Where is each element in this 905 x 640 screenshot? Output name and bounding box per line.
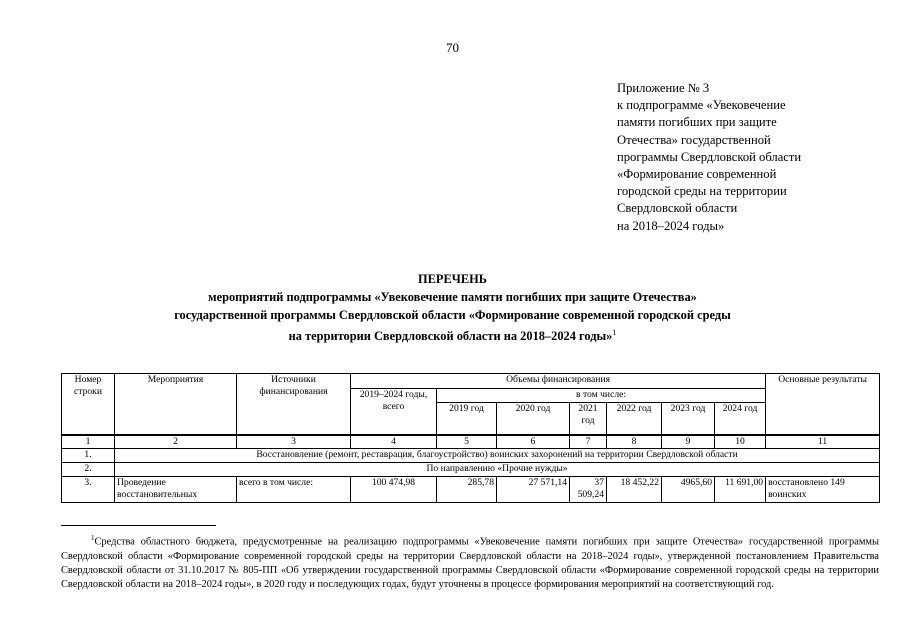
header-year: 2020 год	[497, 403, 570, 435]
title-line: государственной программы Свердловской области «Формирование современной городской среды	[174, 308, 731, 322]
header-year: 2023 год	[662, 403, 715, 435]
header-year: 2019 год	[437, 403, 497, 435]
header-activities: Мероприятия	[115, 374, 237, 435]
column-number: 5	[437, 435, 497, 449]
result-cell: восстановлено 149 воинских	[766, 477, 880, 503]
document-title	[0, 270, 905, 345]
header-year: 2022 год	[607, 403, 662, 435]
column-number: 4	[351, 435, 437, 449]
column-number: 3	[237, 435, 351, 449]
footnote-mark: 1	[91, 534, 95, 542]
source-cell: всего в том числе:	[237, 477, 351, 503]
section-title: Восстановление (ремонт, реставрация, благоустройство) воинских захоронений на территории Свердловской области	[115, 449, 880, 463]
header-year: 2021 год	[570, 403, 607, 435]
footnote	[61, 531, 879, 592]
title-line: мероприятий подпрограммы «Увековечение памяти погибших при защите Отечества»	[208, 290, 697, 304]
header-including: в том числе:	[437, 389, 766, 403]
appendix-line: на 2018–2024 годы»	[617, 218, 725, 233]
header-year: 2024 год	[715, 403, 766, 435]
column-number: 1	[62, 435, 115, 449]
column-number: 10	[715, 435, 766, 449]
appendix-line: к подпрограмме «Увековечение	[617, 98, 786, 113]
section-number: 1.	[62, 449, 115, 463]
section-title: По направлению «Прочие нужды»	[115, 463, 880, 477]
header-total: 2019–2024 годы, всего	[351, 389, 437, 435]
title-heading: ПЕРЕЧЕНЬ	[418, 272, 487, 286]
column-number: 6	[497, 435, 570, 449]
activities-table	[61, 373, 880, 503]
appendix-line: Свердловской области	[617, 201, 738, 216]
year-value-cell: 27 571,14	[497, 477, 570, 503]
appendix-line: «Формирование современной	[617, 167, 777, 182]
total-cell: 100 474,98	[351, 477, 437, 503]
year-value-cell: 4965,60	[662, 477, 715, 503]
title-line: на территории Свердловской области на 2018–2024 годы»$^1$	[288, 328, 617, 344]
table-row	[62, 477, 880, 503]
footnote-text: Средства областного бюджета, предусмотренные на реализацию подпрограммы «Увековечение памяти погибших при защите Отечества» государственной программы Свердловской области «Формирование современной городской среды на территории Свердловской области на 2018–2024 годы», утвержденной постановлением Правительства Свердловской области от 31.10.2017 № 805-ПП «Об утверждении государственной программы Свердловской области «Формирование современной городской среды на территории Свердловской области на 2018–2024 годы», в 2020 году и последующих годах, будут уточнены в процессе формирования мероприятий на соответствующий год.	[61, 536, 879, 591]
appendix-line: памяти погибших при защите	[617, 115, 777, 130]
header-funding: Объемы финансирования	[351, 374, 766, 389]
column-number: 2	[115, 435, 237, 449]
column-number: 11	[766, 435, 880, 449]
footnote-separator	[61, 525, 216, 526]
footnote-mark: 1	[612, 328, 617, 337]
header-row-number: Номер строки	[62, 374, 115, 435]
appendix-line: Приложение № 3	[617, 81, 710, 95]
appendix-line: программы Свердловской области	[617, 149, 802, 164]
appendix-note	[617, 80, 877, 235]
row-number: 3.	[62, 477, 115, 503]
header-results: Основные результаты	[766, 374, 880, 435]
year-value-cell: 11 691,00	[715, 477, 766, 503]
year-value-cell: 37 509,24	[570, 477, 607, 503]
section-number: 2.	[62, 463, 115, 477]
page-number: 70	[446, 40, 459, 55]
header-sources: Источники финансирования	[237, 374, 351, 435]
column-number: 9	[662, 435, 715, 449]
activity-cell: Проведение восстановительных	[115, 477, 237, 503]
year-value-cell: 285,78	[437, 477, 497, 503]
appendix-line: городской среды на территории	[617, 184, 787, 199]
appendix-line: Отечества» государственной	[617, 132, 771, 147]
column-number: 7	[570, 435, 607, 449]
column-number: 8	[607, 435, 662, 449]
year-value-cell: 18 452,22	[607, 477, 662, 503]
